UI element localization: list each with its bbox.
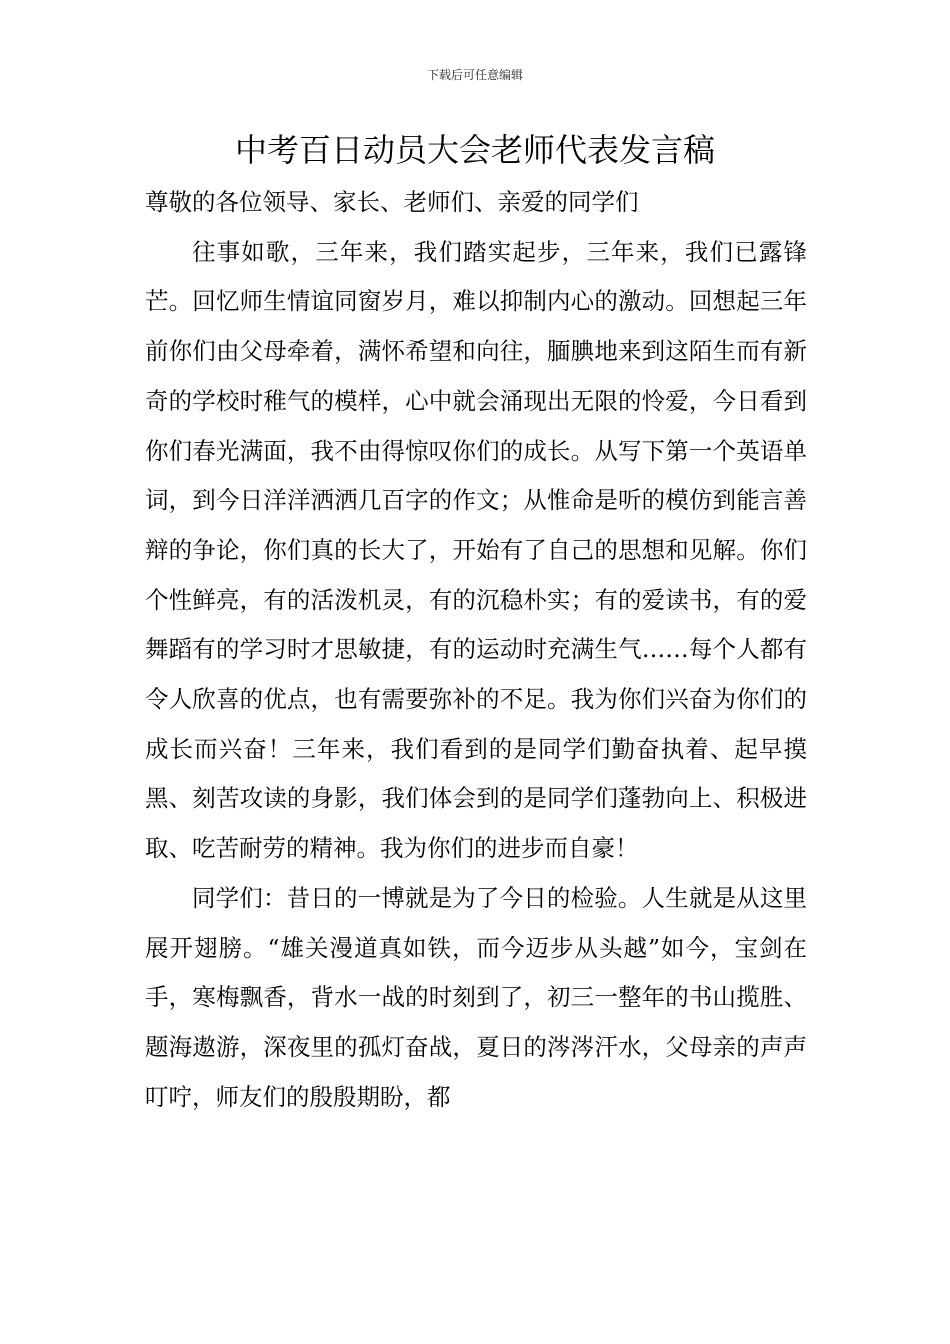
page-header-note: 下载后可任意编辑 — [426, 68, 523, 82]
salutation: 尊敬的各位领导、家长、老师们、亲爱的同学们 — [145, 188, 639, 216]
document-body — [145, 178, 807, 1122]
document-title: 中考百日动员大会老师代表发言稿 — [234, 131, 715, 169]
paragraph-2: 同学们：昔日的一博就是为了今日的检验。人生就是从这里展开翅膀。“雄关漫道真如铁，而今迈步从头越”如今，宝剑在手，寒梅飘香，背水一战的时刻到了，初三一整年的书山揽胜、题海遨游，深夜里的孤灯奋战，夏日的涔涔汗水，父母亲的声声叮咛，师友们的殷殷期盼，都 — [145, 883, 807, 1111]
paragraph-1: 往事如歌，三年来，我们踏实起步，三年来，我们已露锋芒。回忆师生情谊同窗岁月，难以抑制内心的激动。回想起三年前你们由父母牵着，满怀希望和向往，腼腆地来到这陌生而有新奇的学校时稚气的模样，心中就会涌现出无限的怜爱，今日看到你们春光满面，我不由得惊叹你们的成长。从写下第一个英语单词，到今日洋洋洒洒几百字的作文；从惟命是听的模仿到能言善辩的争论，你们真的长大了，开始有了自己的思想和见解。你们个性鲜亮，有的活泼机灵，有的沉稳朴实；有的爱读书，有的爱舞蹈有的学习时才思敏捷，有的运动时充满生气……每个人都有令人欣喜的优点，也有需要弥补的不足。我为你们兴奋为你们的成长而兴奋！三年来，我们看到的是同学们勤奋执着、起早摸黑、刻苦攻读的身影，我们体会到的是同学们蓬勃向上、积极进取、吃苦耐劳的精神。我为你们的进步而自豪！ — [145, 237, 807, 863]
